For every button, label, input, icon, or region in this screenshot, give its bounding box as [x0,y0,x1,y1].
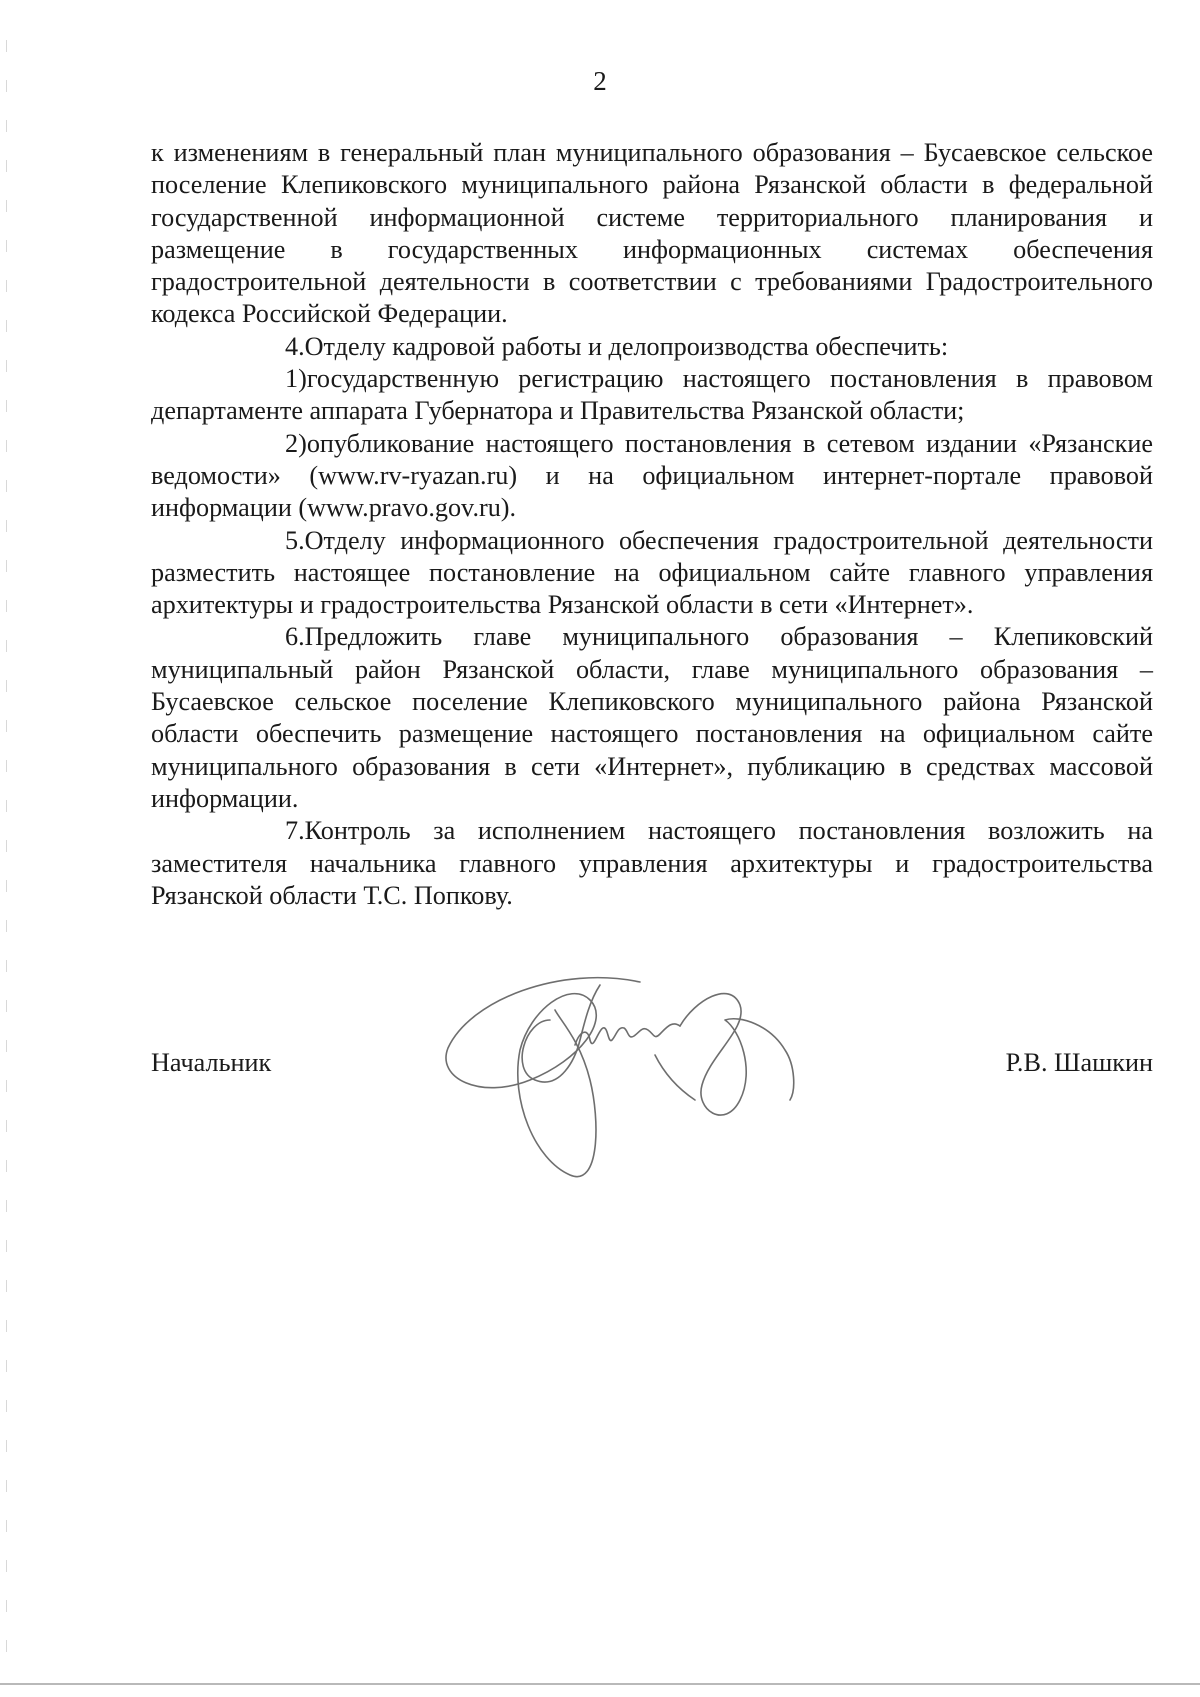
signature-stroke-outer [446,978,640,1177]
paragraph-continuation: к изменениям в генеральный план муниципального образования – Бусаевское сельское поселение Клепиковского муниципального района Рязанской области в федеральной государственной информационной системе территориального планирования и размещение в государственных информационных системах обеспечения градостроительной деятельности в соответствии с требованиями Градостроительного кодекса Российской Федерации. [151,138,1153,329]
item-text: опубликование настоящего постановления в сетевом издании «Рязанские ведомости» (www.rv-ryazan.ru) и на официальном интернет-портале правовой информации (www.pravo.gov.ru). [151,428,1153,523]
paragraph-item-6 [151,621,1153,815]
scan-edge-bottom [0,1683,1200,1685]
item-number: 1) [285,364,307,394]
signatory-title: Начальник [151,1048,272,1077]
paragraph-item-7 [151,815,1153,912]
item-text: Предложить главе муниципального образования – Клепиковский муниципальный район Рязанской области, главе муниципального образования – Бусаевское сельское поселение Клепиковского муниципального района Рязанской области обеспечить размещение настоящего постановления на официальном сайте муниципального образования в сети «Интернет», публикацию в средствах массовой информации. [151,622,1153,813]
page-number: 2 [593,66,607,96]
paragraph-item-5 [151,525,1153,622]
paragraph-item-4 [151,331,1153,363]
paragraph-subitem-2 [151,428,1153,525]
signature-stroke-tail [680,994,794,1116]
signature-stroke-cross [655,1055,695,1100]
item-text: Контроль за исполнением настоящего постановления возложить на заместителя начальника главного управления архитектуры и градостроительства Рязанской области Т.С. Попкову. [151,816,1153,910]
item-number: 7. [285,816,305,846]
document-body [151,137,1153,912]
item-text: государственную регистрацию настоящего постановления в правовом департаменте аппарата Губернатора и Правительства Рязанской области; [151,364,1153,426]
signatory-name: Р.В. Шашкин [1005,1048,1153,1077]
item-number: 6. [285,622,305,652]
scan-edge-left [6,40,7,1660]
item-number: 4. [285,331,305,361]
item-number: 5. [285,525,305,555]
item-text: Отделу информационного обеспечения градостроительной деятельности разместить настоящее постановление на официальном сайте главного управления архитектуры и градостроительства Рязанской области в сети «Интернет». [151,525,1153,620]
item-number: 2) [285,428,307,458]
item-text: Отделу кадровой работы и делопроизводства обеспечить: [304,331,949,361]
handwritten-signature [440,960,860,1190]
paragraph-subitem-1 [151,363,1153,428]
